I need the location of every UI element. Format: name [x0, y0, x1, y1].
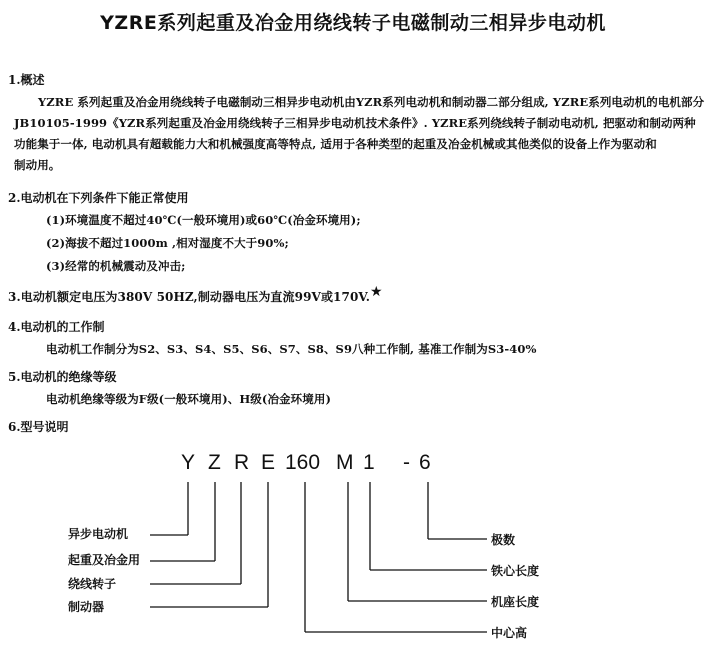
label-center-height: 中心高 — [491, 626, 528, 640]
label-frame-length: 机座长度 — [491, 595, 540, 609]
code-part-core-length: 1 — [363, 451, 375, 474]
section-1-line-4: 制动用。 — [14, 158, 61, 172]
section-3-line: 3.电动机额定电压为380V 50HZ,制动器电压为直流99V或170V. — [8, 290, 370, 304]
section-2-item-2: (2)海拔不超过1000m ,相对湿度不大于90%; — [46, 236, 289, 250]
label-poles: 极数 — [491, 533, 516, 547]
section-5-text: 电动机绝缘等级为F级(一般环境用)、H级(冶金环境用) — [46, 392, 331, 406]
code-part-z: Z — [208, 451, 221, 474]
section-1-heading: 1.概述 — [8, 73, 45, 87]
section-6-heading: 6.型号说明 — [8, 420, 69, 434]
code-part-dash: - — [403, 451, 410, 474]
section-4-text: 电动机工作制分为S2、S3、S4、S5、S6、S7、S8、S9八种工作制, 基准工作制为S3-40% — [46, 342, 537, 356]
section-2-item-1: (1)环境温度不超过40℃(一般环境用)或60℃(冶金环境用); — [46, 213, 361, 227]
section-5-heading: 5.电动机的绝缘等级 — [8, 370, 117, 384]
section-1-line-1: YZRE 系列起重及冶金用绕线转子电磁制动三相异步电动机由YZR系列电动机和制动器二部分组成, YZRE系列电动机的电机部分 — [38, 95, 705, 109]
section-1-line-3: 功能集于一体, 电动机具有超载能力大和机械强度高等特点, 适用于各种类型的起重及冶金机械或其他类似的设备上作为驱动和 — [14, 137, 657, 151]
section-2-item-3: (3)经常的机械震动及冲击; — [46, 259, 186, 273]
section-2-heading: 2.电动机在下列条件下能正常使用 — [8, 191, 189, 205]
star-icon: ★ — [369, 284, 383, 300]
code-part-r: R — [234, 451, 250, 474]
label-core-length: 铁心长度 — [491, 564, 540, 578]
code-part-poles: 6 — [419, 451, 431, 474]
code-part-y: Y — [181, 451, 196, 474]
code-part-e: E — [261, 451, 276, 474]
label-brake: 制动器 — [68, 600, 105, 614]
label-wound-rotor: 绕线转子 — [68, 577, 117, 591]
section-4-heading: 4.电动机的工作制 — [8, 320, 105, 334]
section-1-line-2: JB10105-1999《YZR系列起重及冶金用绕线转子三相异步电动机技术条件》. YZRE系列绕线转子制动电动机, 把驱动和制动两种 — [14, 116, 696, 130]
code-part-center-height: 160 — [285, 451, 321, 474]
page-title: YZRE系列起重及冶金用绕线转子电磁制动三相异步电动机 — [100, 12, 606, 34]
label-crane-metallurgy: 起重及冶金用 — [68, 553, 141, 567]
code-part-frame-length: M — [336, 451, 354, 474]
label-async-motor: 异步电动机 — [68, 527, 129, 541]
